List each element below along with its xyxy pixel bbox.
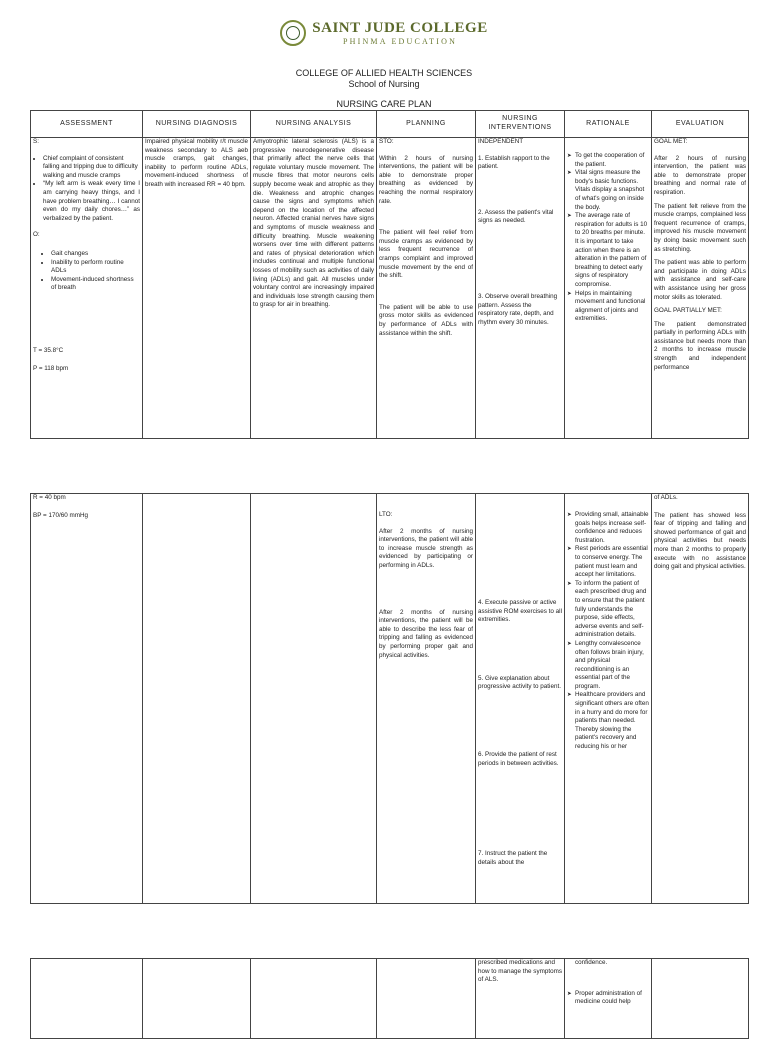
college-name: SAINT JUDE COLLEGE — [312, 20, 488, 36]
planning-goal: The patient will feel relief from muscle cramps as evidenced by less frequent recurrence of cramps complaint and improved muscle movement by the end of the shift. — [379, 229, 473, 280]
evaluation-note: After 2 hours of nursing intervention, the patient was able to demonstrate proper breathing and normal rate of respiration. — [654, 154, 746, 196]
intervention-item: 5. Give explanation about progressive activity to patient. — [478, 674, 561, 691]
interventions-cell — [476, 494, 565, 904]
rationale-cell — [565, 138, 652, 439]
table-row — [31, 138, 749, 439]
objective-item: • Inability to perform routine ADLs — [51, 259, 140, 276]
rationale-item: ➤ Proper administration of medicine could help — [567, 990, 649, 1007]
evaluation-note: The patient felt relieve from the muscle cramps, complained less frequent recurrence of cramps, improved his muscle movement by doing basic movement such as stretching. — [654, 202, 746, 253]
planning-goal: Within 2 hours of nursing interventions, the patient will be able to demonstrate proper breathing as evidenced by reaching the normal respiratory rate. — [379, 154, 473, 205]
rationale-item: ➤ To inform the patient of each prescribed drug and to ensure that the patient fully understands the purpose, side effects, adverse events and self-administration details. — [567, 580, 649, 640]
diagnosis-cell: Impaired physical mobility r/t muscle weakness secondary to ALS aeb muscle cramps, gait changes, inability to perform routine ADLs, movement-induced shortness of breath with increased RR = 40 bpm. — [143, 138, 251, 439]
column-header: NURSING DIAGNOSIS — [143, 111, 251, 138]
rationale-item: ➤ Vital signs measure the body's basic functions. Vitals display a snapshot of what's going on inside the body. — [567, 169, 649, 212]
care-plan-table-page2 — [30, 493, 749, 904]
column-header: PLANNING — [377, 111, 476, 138]
rationale-item: ➤ The average rate of respiration for adults is 10 to 20 breaths per minute. It is important to take action when there is an alteration in the pattern of breathing to detect early signs of respiratory compromise. — [567, 212, 649, 289]
assessment-cell — [31, 138, 143, 439]
goal-partially-met-label: GOAL PARTIALLY MET: — [654, 307, 722, 315]
subjective-item: • Chief complaint of consistent falling and tripping due to difficulty walking and muscle cramps — [43, 155, 140, 181]
assessment-cell — [31, 959, 143, 1039]
planning-cell — [377, 138, 476, 439]
intervention-item: 1. Establish rapport to the patient. — [478, 154, 550, 171]
blood-pressure-reading: BP = 170/60 mmHg — [33, 511, 89, 519]
column-header: ASSESSMENT — [31, 111, 143, 138]
table-row — [31, 959, 749, 1039]
assessment-cell — [31, 494, 143, 904]
intervention-item: 4. Execute passive or active assistive ROM exercises to all extremities. — [478, 599, 562, 624]
respiratory-rate-reading: R = 40 bpm — [33, 494, 66, 501]
department-block — [0, 68, 768, 90]
table-row — [31, 494, 749, 904]
interventions-cell — [476, 959, 565, 1039]
rationale-item: ➤ Helps in maintaining movement and functional alignment of joints and extremities. — [567, 290, 649, 324]
analysis-cell — [251, 959, 377, 1039]
evaluation-note: The patient demonstrated partially in performing ADLs with assistance but needs more than 2 months to increase muscle strength and independent performance — [654, 320, 746, 371]
diagnosis-cell — [143, 959, 251, 1039]
rationale-item: confidence. — [575, 959, 608, 966]
rationale-cell — [565, 959, 652, 1039]
rationale-item: ➤ Lengthy convalescence often follows brain injury, and physical reconditioning is an essential part of the program. — [567, 640, 649, 692]
college-subtitle: PHINMA EDUCATION — [342, 37, 458, 46]
planning-goal: The patient will be able to use gross motor skills as evidenced by performance of ADLs with assistance within the shift. — [379, 303, 473, 337]
rationale-item: ➤ Providing small, attainable goals helps increase self-confidence and reduces frustration. — [567, 511, 649, 545]
interventions-type-label: INDEPENDENT — [478, 138, 524, 145]
rationale-item: ➤ Rest periods are essential to conserve energy. The patient must learn and accept her limitations. — [567, 545, 649, 579]
sto-label: STO: — [379, 138, 394, 145]
analysis-cell: Amyotrophic lateral sclerosis (ALS) is a progressive neurodegenerative disease that primarily affect the nerve cells that regulate voluntary muscle movement. The muscle fibres that motor neurons cells supply become weak and atrophic as they die. Weakness and atrophic changes cause the signs and symptoms which depend on the location of the affected neuron. Affected cranial nerves have signs and symptoms of muscle weakness and difficulty breathing. Muscle weakening worsens over time with different patterns and rates of physical deterioration which includes continual and multiple functional losses of mobility such as activities of daily living (ADLs) and gait. All muscles under voluntary control are increasingly impaired and individuals lose strength causing them to grasp for air in breathing. — [251, 138, 377, 439]
college-logo — [280, 20, 487, 46]
evaluation-note: of ADLs. — [654, 494, 678, 501]
planning-goal: After 2 months of nursing interventions, the patient will able to increase muscle strength as evidenced by participating or performing in ADLs. — [379, 527, 473, 569]
intervention-item: 7. Instruct the patient the details about the — [478, 850, 548, 866]
intervention-item: 6. Provide the patient of rest periods in between activities. — [478, 750, 559, 767]
temperature-reading: T = 35.8°C — [33, 346, 64, 354]
header-row — [31, 111, 749, 138]
care-plan-table-page1 — [30, 110, 749, 439]
evaluation-note: The patient has showed less fear of tripping and falling and showed performance of gait and physical activities but needs more than 2 months to properly execute with no assistance doing gait and physical activities. — [654, 511, 746, 571]
objective-label: O: — [33, 231, 40, 239]
objective-item: • Gait changes — [51, 250, 140, 259]
column-header: EVALUATION — [652, 111, 749, 138]
college-seal-icon — [280, 20, 306, 46]
planning-cell — [377, 959, 476, 1039]
care-plan-table-page3 — [30, 958, 749, 1039]
column-header: RATIONALE — [565, 111, 652, 138]
diagnosis-cell — [143, 494, 251, 904]
planning-goal: After 2 months of nursing interventions, the patient will be able to describe the less fear of tripping and falling as evidenced by performing proper gait and physical activities. — [379, 608, 473, 659]
subjective-label: S: — [33, 138, 39, 145]
department-name: COLLEGE OF ALLIED HEALTH SCIENCES — [295, 68, 473, 78]
objective-item: • Movement-induced shortness of breath — [51, 276, 140, 293]
planning-cell — [377, 494, 476, 904]
intervention-item: 3. Observe overall breathing pattern. Assess the respiratory rate, depth, and rhythm every 30 minutes. — [478, 292, 558, 326]
rationale-cell — [565, 494, 652, 904]
document-header — [0, 20, 768, 46]
intervention-item: prescribed medications and how to manage the symptoms of ALS. — [478, 959, 562, 984]
school-name: School of Nursing — [348, 79, 420, 89]
evaluation-cell — [652, 138, 749, 439]
lto-label: LTO: — [379, 511, 393, 518]
subjective-item: • “My left arm is weak every time I am carrying heavy things, and I have problem breathing… I cannot even do my daily chores…” as verbalized by the patient. — [43, 180, 140, 223]
intervention-item: 2. Assess the patient's vital signs as needed. — [478, 208, 554, 225]
column-header: NURSING INTERVENTIONS — [476, 111, 565, 138]
goal-met-label: GOAL MET: — [654, 138, 688, 145]
evaluation-note: The patient was able to perform and participate in doing ADLs with assistance and self-care with assistance using her gross motor skills as tolerated. — [654, 259, 746, 301]
document-title: NURSING CARE PLAN — [336, 99, 432, 109]
rationale-item: ➤ To get the cooperation of the patient. — [567, 152, 649, 169]
rationale-item: ➤ Healthcare providers and significant others are often in a hurry and do more for patients than needed. Thereby slowing the patient's recovery and reducing his or her — [567, 691, 649, 751]
analysis-cell — [251, 494, 377, 904]
pulse-reading: P = 118 bpm — [33, 364, 69, 372]
evaluation-cell — [652, 494, 749, 904]
interventions-cell — [476, 138, 565, 439]
evaluation-cell — [652, 959, 749, 1039]
column-header: NURSING ANALYSIS — [251, 111, 377, 138]
